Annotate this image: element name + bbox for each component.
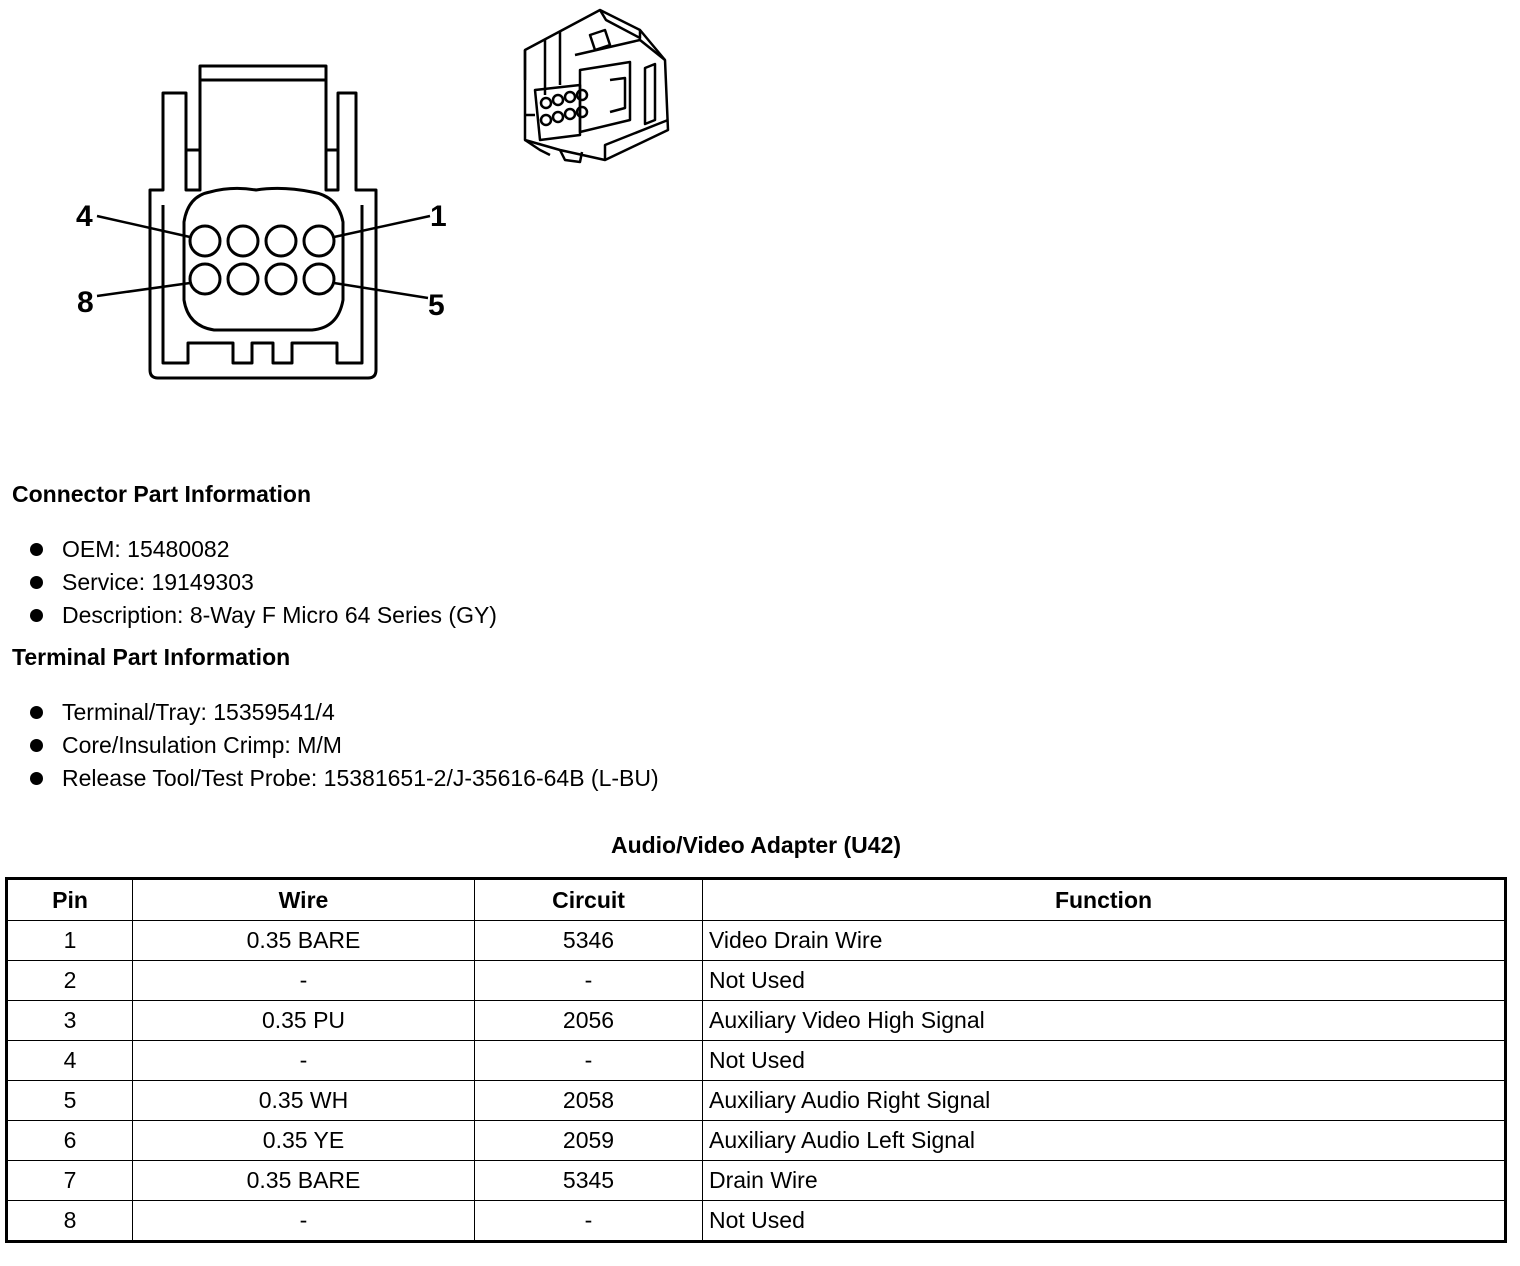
- cell-pin: 1: [7, 921, 133, 961]
- cell-pin: 8: [7, 1201, 133, 1242]
- pin-label-4: 4: [76, 200, 93, 233]
- connector-info-heading: Connector Part Information: [12, 481, 312, 507]
- cell-function: Auxiliary Audio Right Signal: [703, 1081, 1506, 1121]
- cell-wire: 0.35 BARE: [133, 921, 475, 961]
- cell-function: Not Used: [703, 1041, 1506, 1081]
- cell-circuit: -: [475, 961, 703, 1001]
- cell-wire: -: [133, 1201, 475, 1242]
- cell-function: Auxiliary Video High Signal: [703, 1001, 1506, 1041]
- cell-function: Not Used: [703, 1201, 1506, 1242]
- connector-diagram: [0, 0, 720, 400]
- cell-wire: 0.35 BARE: [133, 1161, 475, 1201]
- pin-label-5: 5: [428, 289, 445, 322]
- header-pin: Pin: [7, 879, 133, 921]
- cell-wire: 0.35 PU: [133, 1001, 475, 1041]
- table-row: [7, 1001, 1506, 1041]
- pin-label-1: 1: [430, 200, 447, 233]
- list-item: Service: 19149303: [30, 566, 497, 599]
- list-item: OEM: 15480082: [30, 533, 497, 566]
- header-wire: Wire: [133, 879, 475, 921]
- terminal-info-heading: Terminal Part Information: [12, 644, 291, 670]
- pin-label-8: 8: [77, 286, 94, 319]
- cell-circuit: -: [475, 1201, 703, 1242]
- cell-function: Drain Wire: [703, 1161, 1506, 1201]
- connector-face-view: [150, 66, 376, 378]
- pinout-table: [5, 877, 1507, 1243]
- connector-info-list: [30, 533, 497, 632]
- pin-leader-lines: [97, 216, 430, 298]
- terminal-info-list: [30, 696, 659, 795]
- cell-wire: -: [133, 961, 475, 1001]
- table-row: [7, 1081, 1506, 1121]
- list-item: Terminal/Tray: 15359541/4: [30, 696, 659, 729]
- table-row: [7, 921, 1506, 961]
- cell-circuit: 5345: [475, 1161, 703, 1201]
- list-item: Core/Insulation Crimp: M/M: [30, 729, 659, 762]
- cell-circuit: 2056: [475, 1001, 703, 1041]
- cell-circuit: 5346: [475, 921, 703, 961]
- table-row: [7, 1161, 1506, 1201]
- cell-pin: 2: [7, 961, 133, 1001]
- cell-pin: 3: [7, 1001, 133, 1041]
- cell-wire: 0.35 WH: [133, 1081, 475, 1121]
- list-item: Release Tool/Test Probe: 15381651-2/J-35616-64B (L-BU): [30, 762, 659, 795]
- cell-function: Video Drain Wire: [703, 921, 1506, 961]
- table-row: [7, 1121, 1506, 1161]
- cell-circuit: 2058: [475, 1081, 703, 1121]
- cell-pin: 5: [7, 1081, 133, 1121]
- cell-pin: 6: [7, 1121, 133, 1161]
- cell-function: Not Used: [703, 961, 1506, 1001]
- table-title: Audio/Video Adapter (U42): [610, 832, 902, 858]
- cell-function: Auxiliary Audio Left Signal: [703, 1121, 1506, 1161]
- header-circuit: Circuit: [475, 879, 703, 921]
- table-row: [7, 1201, 1506, 1242]
- table-row: [7, 1041, 1506, 1081]
- list-item: Description: 8-Way F Micro 64 Series (GY): [30, 599, 497, 632]
- cell-wire: 0.35 YE: [133, 1121, 475, 1161]
- cell-wire: -: [133, 1041, 475, 1081]
- table-row: [7, 961, 1506, 1001]
- header-function: Function: [703, 879, 1506, 921]
- cell-circuit: -: [475, 1041, 703, 1081]
- cell-pin: 4: [7, 1041, 133, 1081]
- connector-isometric-view: [525, 10, 668, 162]
- table-header-row: [7, 879, 1506, 921]
- pin-cavities: [190, 226, 334, 294]
- cell-circuit: 2059: [475, 1121, 703, 1161]
- cell-pin: 7: [7, 1161, 133, 1201]
